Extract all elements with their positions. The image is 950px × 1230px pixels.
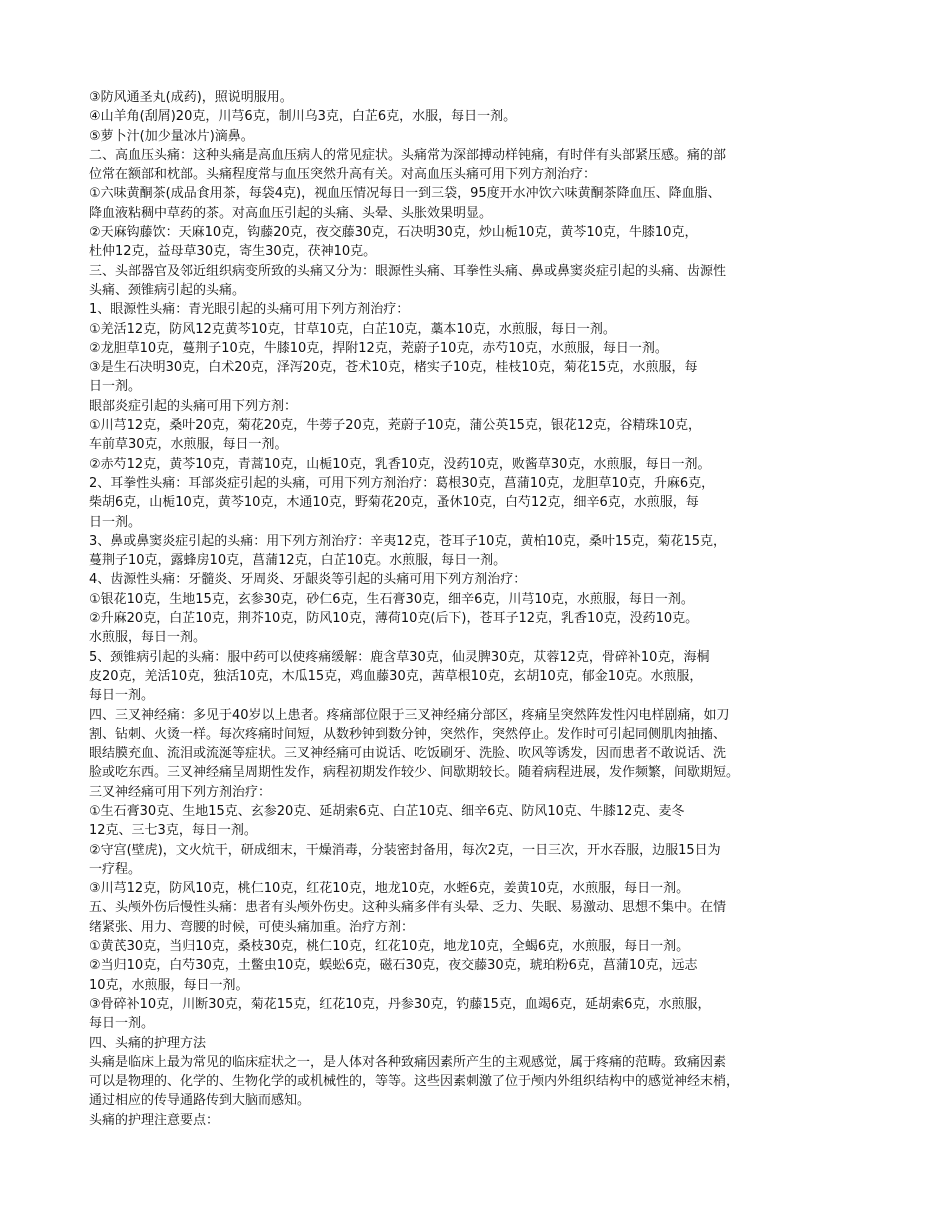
text-line: ①黄芪30克，当归10克，桑枝30克，桃仁10克，红花10克，地龙10克，全蝎6克，水煎服，每日一剂。: [89, 939, 690, 955]
text-line: 三叉神经痛可用下列方剂治疗：: [89, 784, 272, 800]
text-line: 眼结膜充血、流泪或流涎等症状。三叉神经痛可由说话、吃饭刷牙、洗脸、吹风等诱发，因而患者不敢说话、洗: [89, 746, 727, 762]
text-line: 杜仲12克，益母草30克，寄生30克，茯神10克。: [89, 244, 377, 260]
text-line: 2、耳拳性头痛：耳部炎症引起的头痛，可用下列方剂治疗：葛根30克，菖蒲10克，龙胆草10克，升麻6克，: [89, 475, 715, 491]
text-line: ③川芎12克，防风10克，桃仁10克，红花10克，地龙10克，水蛭6克，姜黄10克，水煎服，每日一剂。: [89, 881, 690, 897]
text-line: 12克、三七3克，每日一剂。: [89, 823, 257, 839]
text-line: 3、鼻或鼻窦炎症引起的头痛：用下列方剂治疗：辛夷12克，苍耳子10克，黄柏10克，桑叶15克，菊花15克，: [89, 533, 726, 549]
text-line: 日一剂。: [89, 379, 142, 395]
text-line: ③是生石决明30克，白术20克，泽泻20克，苍术10克，楮实子10克，桂枝10克，菊花15克，水煎服，每: [89, 360, 698, 376]
text-line: ②赤芍12克，黄芩10克，青蒿10克，山栀10克，乳香10克，没药10克，败酱草30克，水煎服，每日一剂。: [89, 456, 711, 472]
text-line: ②守宫(壁虎)，文火炕干，研成细末，干燥消毒，分装密封备用，每次2克，一日三次，开水吞服，边服15日为: [89, 842, 721, 858]
text-line: ①六味黄酮茶(成品食用茶，每袋4克)，视血压情况每日一到三袋，95度开水冲饮六味黄酮茶降血压、降血脂、: [89, 186, 721, 202]
text-line: 日一剂。: [89, 514, 142, 530]
text-line: 每日一剂。: [89, 1016, 155, 1032]
text-line: ③防风通圣丸(成药)，照说明服用。: [89, 90, 293, 105]
text-line: 割、钻刺、火烫一样。每次疼痛时间短，从数秒钟到数分钟，突然作，突然停止。发作时可引起同侧肌肉抽搐、: [89, 726, 727, 742]
text-line: ④山羊角(刮屑)20克，川芎6克，制川乌3克，白芷6克，水服，每日一剂。: [89, 109, 517, 125]
text-line: 三、头部器官及邻近组织病变所致的头痛又分为：眼源性头痛、耳拳性头痛、鼻或鼻窦炎症引起的头痛、齿源性: [89, 263, 727, 279]
text-line: 眼部炎症引起的头痛可用下列方剂：: [89, 398, 298, 414]
text-line: ①生石膏30克、生地15克、玄参20克、延胡索6克、白芷10克、细辛6克、防风10克、牛膝12克、麦冬: [89, 803, 685, 819]
text-line: 脸或吃东西。三叉神经痛呈周期性发作，病程初期发作较少、间歇期较长。随着病程进展，发作频繁，间歇期短。: [89, 765, 740, 781]
text-line: 降血液粘稠中草药的茶。对高血压引起的头痛、头晕、头胀效果明显。: [89, 205, 493, 221]
text-line: 四、三叉神经痛：多见于40岁以上患者。疼痛部位限于三叉神经痛分部区，疼痛呈突然阵发性闪电样剧痛，如刀: [89, 707, 730, 723]
text-line: 柴胡6克，山栀10克，黄芩10克，木通10克，野菊花20克，蚤休10克，白芍12克，细辛6克，水煎服，每: [89, 495, 699, 511]
text-line: ②天麻钩藤饮：天麻10克，钩藤20克，夜交藤30克，石决明30克，炒山栀10克，黄芩10克，牛膝10克，: [89, 225, 698, 241]
text-line: 通过相应的传导通路传到大脑而感知。: [89, 1093, 311, 1109]
text-line: ⑤萝卜汁(加少量冰片)滴鼻。: [89, 128, 254, 144]
text-line: 头痛是临床上最为常见的临床症状之一，是人体对各种致痛因素所产生的主观感觉，属于疼痛的范畴。致痛因素: [89, 1054, 727, 1070]
text-line: 10克，水煎服，每日一剂。: [89, 977, 249, 993]
text-line: 车前草30克，水煎服，每日一剂。: [89, 437, 288, 453]
text-line: 头痛、颈锥病引起的头痛。: [89, 282, 246, 298]
text-line: 头痛的护理注意要点：: [89, 1112, 220, 1128]
document-body: [89, 88, 869, 1130]
text-line: 皮20克，羌活10克，独活10克，木瓜15克，鸡血藤30克，茜草根10克，玄胡10克，郁金10克。水煎服，: [89, 668, 703, 684]
text-line: ①川芎12克，桑叶20克，菊花20克，牛蒡子20克，茺蔚子10克，蒲公英15克，银花12克，谷精珠10克，: [89, 418, 701, 434]
text-line: ②龙胆草10克，蔓荆子10克，牛膝10克，捍附12克，茺蔚子10克，赤芍10克，水煎服，每日一剂。: [89, 340, 668, 356]
text-line: ③骨碎补10克，川断30克，菊花15克，红花10克，丹参30克，钓藤15克，血竭6克，延胡索6克，水煎服，: [89, 996, 711, 1012]
text-line: 1、眼源性头痛：青光眼引起的头痛可用下列方剂治疗：: [89, 302, 410, 318]
text-line: 可以是物理的、化学的、生物化学的或机械性的，等等。这些因素刺激了位于颅内外组织结构中的感觉神经末梢，: [89, 1074, 740, 1090]
text-line: ②当归10克，白芍30克，土鳖虫10克，蜈蚣6克，磁石30克，夜交藤30克，琥珀粉6克，菖蒲10克，远志: [89, 958, 698, 974]
text-line: 五、头颅外伤后慢性头痛：患者有头颅外伤史。这种头痛多伴有头晕、乏力、失眠、易激动、思想不集中。在情: [89, 900, 727, 916]
text-line: ①羌活12克，防风12克黄芩10克，甘草10克，白芷10克，藁本10克，水煎服，每日一剂。: [89, 321, 616, 337]
text-line: 5、颈锥病引起的头痛：服中药可以使疼痛缓解：鹿含草30克，仙灵脾30克，苁蓉12克，骨碎补10克，海桐: [89, 649, 710, 665]
text-line: ①银花10克，生地15克，玄参30克，砂仁6克，生石膏30克，细辛6克，川芎10克，水煎服，每日一剂。: [89, 591, 694, 607]
text-line: 水煎服，每日一剂。: [89, 630, 207, 646]
text-line: 4、齿源性头痛：牙髓炎、牙周炎、牙龈炎等引起的头痛可用下列方剂治疗：: [89, 572, 527, 588]
text-line: 每日一剂。: [89, 688, 155, 704]
text-line: 二、高血压头痛：这种头痛是高血压病人的常见症状。头痛常为深部搏动样钝痛，有时伴有头部紧压感。痛的部: [89, 147, 727, 163]
text-line: ②升麻20克，白芷10克，荆芥10克，防风10克，薄荷10克(后下)，苍耳子12克，乳香10克，没药10克。: [89, 611, 699, 627]
text-line: 蔓荆子10克，露蜂房10克，菖蒲12克，白芷10克。水煎服，每日一剂。: [89, 553, 507, 569]
text-line: 四、头痛的护理方法: [89, 1035, 207, 1051]
text-line: 一疗程。: [89, 861, 142, 877]
text-line: 位常在额部和枕部。头痛程度常与血压突然升高有关。对高血压头痛可用下列方剂治疗：: [89, 167, 597, 183]
text-line: 绪紧张、用力、弯腰的时候，可使头痛加重。治疗方剂：: [89, 919, 415, 935]
